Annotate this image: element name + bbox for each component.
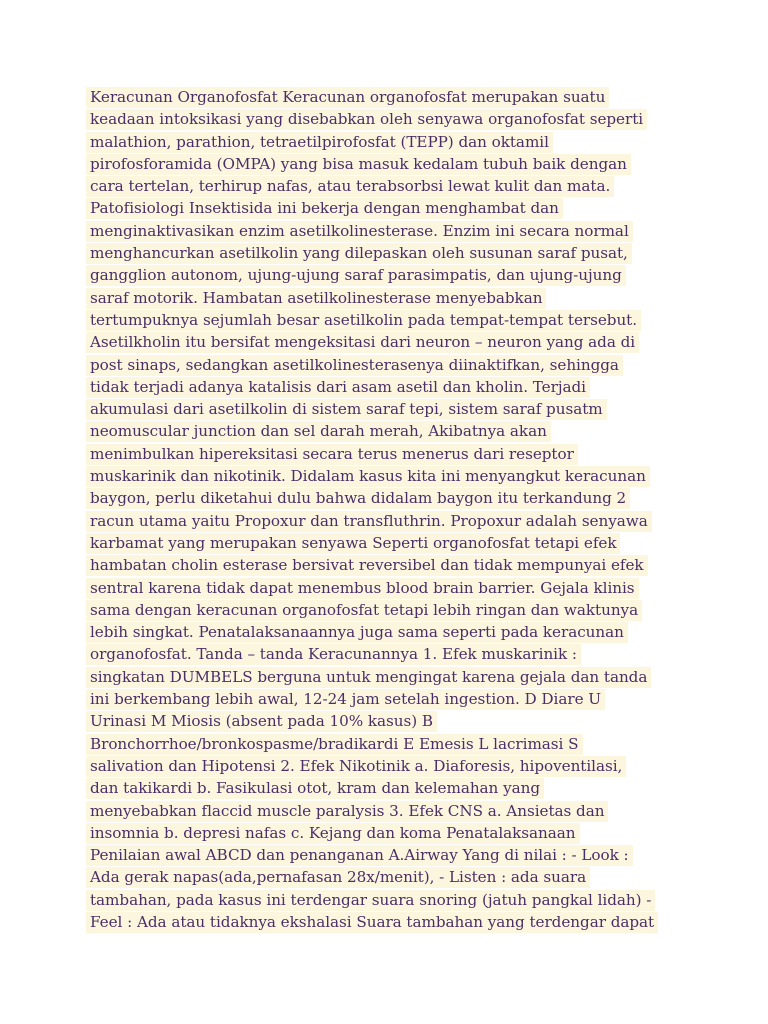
text-line-content: dan takikardi b. Fasikulasi otot, kram dan kelemahan yang	[86, 778, 544, 799]
text-line	[90, 666, 690, 688]
text-line-content: insomnia b. depresi nafas c. Kejang dan koma Penatalaksanaan	[86, 823, 580, 844]
text-line	[90, 510, 690, 532]
text-line-content: pirofosforamida (OMPA) yang bisa masuk kedalam tubuh baik dengan	[86, 154, 631, 175]
text-line-content: tertumpuknya sejumlah besar asetilkolin pada tempat-tempat tersebut.	[86, 310, 641, 331]
text-line-content: karbamat yang merupakan senyawa Seperti organofosfat tetapi efek	[86, 533, 620, 554]
text-line	[90, 264, 690, 286]
text-line-content: Feel : Ada atau tidaknya ekshalasi Suara tambahan yang terdengar dapat	[86, 912, 658, 933]
text-line-content: Penilaian awal ABCD dan penanganan A.Airway Yang di nilai : - Look :	[86, 845, 633, 866]
text-line-content: cara tertelan, terhirup nafas, atau terabsorbsi lewat kulit dan mata.	[86, 176, 614, 197]
text-line	[90, 376, 690, 398]
text-line-content: Keracunan Organofosfat Keracunan organofosfat merupakan suatu	[86, 87, 609, 108]
text-line	[90, 86, 690, 108]
text-line	[90, 688, 690, 710]
text-line	[90, 889, 690, 911]
text-line	[90, 755, 690, 777]
text-line	[90, 844, 690, 866]
text-line-content: Patofisiologi Insektisida ini bekerja dengan menghambat dan	[86, 198, 563, 219]
text-line	[90, 175, 690, 197]
text-line	[90, 131, 690, 153]
text-line-content: baygon, perlu diketahui dulu bahwa didalam baygon itu terkandung 2	[86, 488, 630, 509]
text-line	[90, 220, 690, 242]
text-line-content: menimbulkan hipereksitasi secara terus menerus dari reseptor	[86, 444, 578, 465]
text-line	[90, 800, 690, 822]
text-line-content: sentral karena tidak dapat menembus blood brain barrier. Gejala klinis	[86, 578, 639, 599]
text-line	[90, 487, 690, 509]
text-line	[90, 621, 690, 643]
text-line-content: ini berkembang lebih awal, 12-24 jam setelah ingestion. D Diare U	[86, 689, 605, 710]
text-line-content: Bronchorrhoe/bronkospasme/bradikardi E Emesis L lacrimasi S	[86, 734, 583, 755]
text-line	[90, 911, 690, 933]
text-line-content: hambatan cholin esterase bersivat reversibel dan tidak mempunyai efek	[86, 555, 648, 576]
text-line-content: Ada gerak napas(ada,pernafasan 28x/menit), - Listen : ada suara	[86, 867, 590, 888]
text-line-content: post sinaps, sedangkan asetilkolinesterasenya diinaktifkan, sehingga	[86, 355, 623, 376]
text-line	[90, 465, 690, 487]
text-line-content: keadaan intoksikasi yang disebabkan oleh senyawa organofosfat seperti	[86, 109, 647, 130]
text-line	[90, 733, 690, 755]
text-line	[90, 398, 690, 420]
text-line	[90, 577, 690, 599]
text-line	[90, 287, 690, 309]
text-line	[90, 643, 690, 665]
text-line-content: neomuscular junction dan sel darah merah, Akibatnya akan	[86, 421, 551, 442]
text-line-content: racun utama yaitu Propoxur dan transfluthrin. Propoxur adalah senyawa	[86, 511, 652, 532]
text-line-content: akumulasi dari asetilkolin di sistem saraf tepi, sistem saraf pusatm	[86, 399, 607, 420]
text-line-content: tambahan, pada kasus ini terdengar suara snoring (jatuh pangkal lidah) -	[86, 890, 655, 911]
text-line-content: singkatan DUMBELS berguna untuk mengingat karena gejala dan tanda	[86, 667, 651, 688]
text-line	[90, 822, 690, 844]
text-line	[90, 554, 690, 576]
text-line	[90, 866, 690, 888]
text-line	[90, 197, 690, 219]
text-line-content: muskarinik dan nikotinik. Didalam kasus kita ini menyangkut keracunan	[86, 466, 650, 487]
text-line	[90, 153, 690, 175]
text-line	[90, 108, 690, 130]
text-line	[90, 331, 690, 353]
text-line-content: malathion, parathion, tetraetilpirofosfat (TEPP) dan oktamil	[86, 132, 553, 153]
text-line-content: saraf motorik. Hambatan asetilkolinesterase menyebabkan	[86, 288, 546, 309]
text-line-content: salivation dan Hipotensi 2. Efek Nikotinik a. Diaforesis, hipoventilasi,	[86, 756, 626, 777]
text-line	[90, 532, 690, 554]
text-line	[90, 710, 690, 732]
text-line	[90, 599, 690, 621]
document-text	[90, 86, 690, 933]
text-line	[90, 309, 690, 331]
text-line-content: menyebabkan flaccid muscle paralysis 3. Efek CNS a. Ansietas dan	[86, 801, 608, 822]
text-line-content: menginaktivasikan enzim asetilkolinesterase. Enzim ini secara normal	[86, 221, 633, 242]
text-line-content: tidak terjadi adanya katalisis dari asam asetil dan kholin. Terjadi	[86, 377, 590, 398]
text-line-content: Asetilkholin itu bersifat mengeksitasi dari neuron – neuron yang ada di	[86, 332, 639, 353]
text-line-content: menghancurkan asetilkolin yang dilepaskan oleh susunan saraf pusat,	[86, 243, 632, 264]
text-line	[90, 354, 690, 376]
text-line	[90, 420, 690, 442]
text-line-content: gangglion autonom, ujung-ujung saraf parasimpatis, dan ujung-ujung	[86, 265, 626, 286]
text-line-content: sama dengan keracunan organofosfat tetapi lebih ringan dan waktunya	[86, 600, 642, 621]
text-line	[90, 777, 690, 799]
text-line	[90, 443, 690, 465]
text-line-content: organofosfat. Tanda – tanda Keracunannya 1. Efek muskarinik :	[86, 644, 581, 665]
text-line-content: Urinasi M Miosis (absent pada 10% kasus) B	[86, 711, 437, 732]
text-line-content: lebih singkat. Penatalaksanaannya juga sama seperti pada keracunan	[86, 622, 628, 643]
text-line	[90, 242, 690, 264]
